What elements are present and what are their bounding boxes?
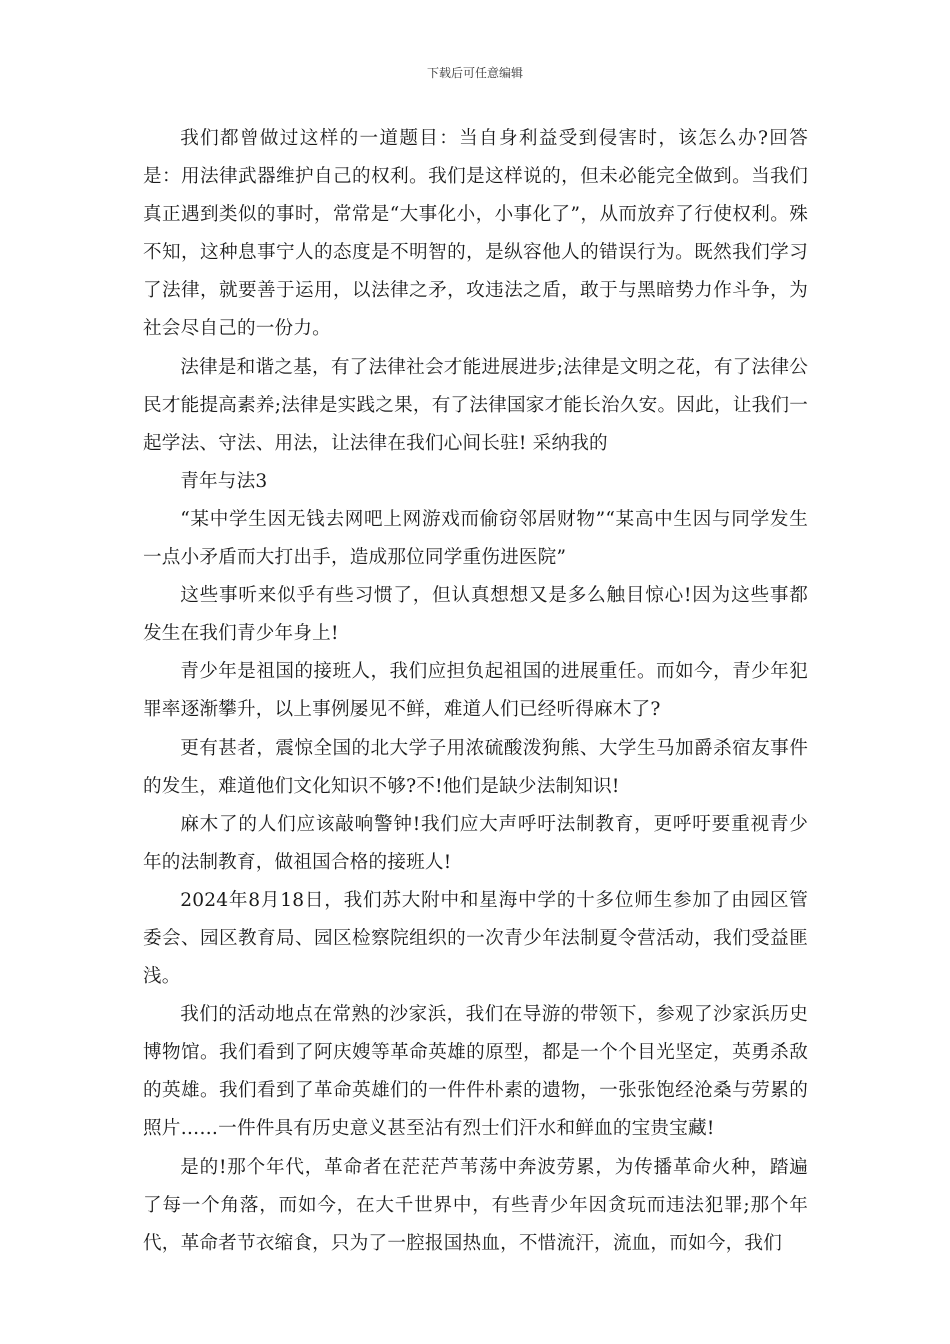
- paragraph: 麻木了的人们应该敲响警钟!我们应大声呼吁法制教育，更呼吁要重视青少年的法制教育，做祖国合格的接班人!: [143, 813, 808, 873]
- paragraph: 这些事听来似乎有些习惯了，但认真想想又是多么触目惊心!因为这些事都发生在我们青少年身上!: [143, 585, 808, 645]
- page-header: 下载后可任意编辑: [426, 66, 523, 80]
- paragraph: 我们都曾做过这样的一道题目：当自身利益受到侵害时，该怎么办?回答是：用法律武器维护自己的权利。我们是这样说的，但未必能完全做到。当我们真正遇到类似的事时，常常是“大事化小，小事化了”，从而放弃了行使权利。殊不知，这种息事宁人的态度是不明智的，是纵容他人的错误行为。既然我们学习了法律，就要善于运用，以法律之矛，攻违法之盾，敢于与黑暗势力作斗争，为社会尽自己的一份力。: [143, 128, 808, 340]
- section-title: 青年与法3: [180, 470, 268, 492]
- paragraph: 是的!那个年代，革命者在茫茫芦苇荡中奔波劳累，为传播革命火种，踏遍了每一个角落，而如今，在大千世界中，有些青少年因贪玩而违法犯罪;那个年代，革命者节衣缩食，只为了一腔报国热血，不惜流汗，流血，而如今，我们: [143, 1156, 808, 1254]
- paragraph: 青少年是祖国的接班人，我们应担负起祖国的进展重任。而如今，青少年犯罪率逐渐攀升，以上事例屡见不鲜，难道人们已经听得麻木了?: [143, 661, 808, 721]
- paragraph: 法律是和谐之基，有了法律社会才能进展进步;法律是文明之花，有了法律公民才能提高素养;法律是实践之果，有了法律国家才能长治久安。因此，让我们一起学法、守法、用法，让法律在我们心间长驻! 采纳我的: [143, 356, 808, 454]
- paragraph: 2024年8月18日，我们苏大附中和星海中学的十多位师生参加了由园区管委会、园区教育局、园区检察院组织的一次青少年法制夏令营活动，我们受益匪浅。: [143, 889, 808, 988]
- paragraph: 更有甚者，震惊全国的北大学子用浓硫酸泼狗熊、大学生马加爵杀宿友事件的发生，难道他们文化知识不够?不!他们是缺少法制知识!: [143, 737, 808, 797]
- paragraph: “某中学生因无钱去网吧上网游戏而偷窃邻居财物”“某高中生因与同学发生一点小矛盾而大打出手，造成那位同学重伤进医院”: [143, 508, 808, 569]
- document-body: [143, 120, 808, 1263]
- paragraph: 我们的活动地点在常熟的沙家浜，我们在导游的带领下，参观了沙家浜历史博物馆。我们看到了阿庆嫂等革命英雄的原型，都是一个个目光坚定，英勇杀敌的英雄。我们看到了革命英雄们的一件件朴素的遗物，一张张饱经沧桑与劳累的照片……一件件具有历史意义甚至沾有烈士们汗水和鲜血的宝贵宝藏!: [143, 1004, 808, 1140]
